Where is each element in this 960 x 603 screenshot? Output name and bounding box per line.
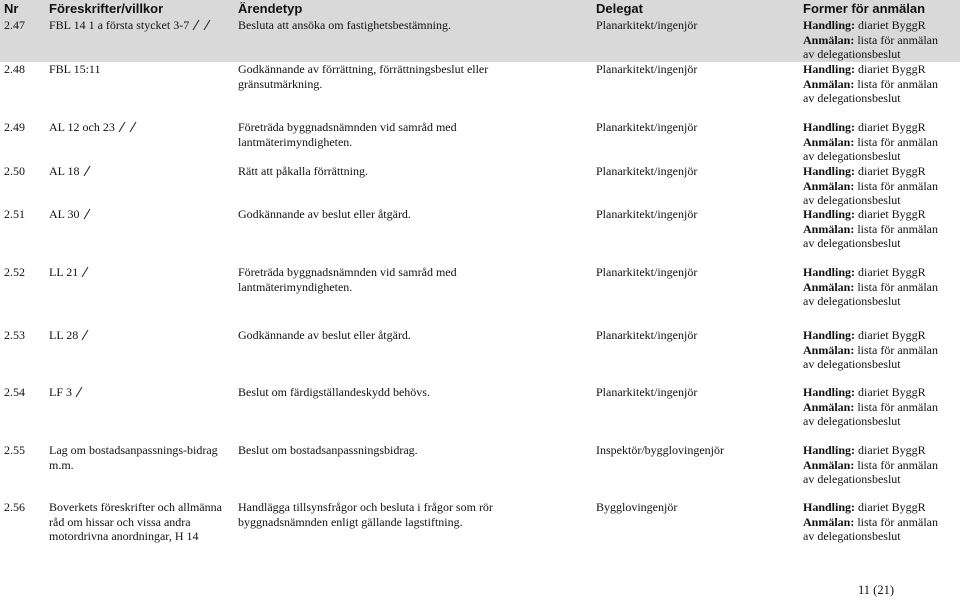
row-case-type: Godkännande av beslut eller åtgärd. (238, 328, 411, 342)
delegation-note: av delegationsbeslut (803, 193, 901, 207)
table-row (0, 500, 960, 560)
row-regulation (49, 385, 234, 400)
row-case-type: Företräda byggnadsnämnden vid samråd med lantmäterimyndigheten. (238, 265, 457, 294)
handling-label: Handling: (803, 385, 856, 399)
row-case-type: Beslut om bostadsanpassningsbidrag. (238, 443, 418, 457)
anmalan-value: lista för anmälan (857, 32, 938, 47)
anmalan-value: lista för anmälan (857, 178, 938, 193)
header-nr: Nr (4, 1, 19, 16)
delegation-note: av delegationsbeslut (803, 149, 901, 163)
row-form (803, 500, 960, 544)
handling-value: diariet ByggR (858, 385, 926, 399)
row-number: 2.53 (4, 328, 25, 342)
row-case-type: Beslut om färdigställandeskydd behövs. (238, 385, 430, 399)
delegation-note: av delegationsbeslut (803, 357, 901, 371)
row-form (803, 18, 960, 62)
handling-value: diariet ByggR (858, 62, 926, 76)
row-form (803, 328, 960, 372)
row-delegate: Planarkitekt/ingenjör (596, 385, 698, 399)
row-regulation (49, 265, 234, 280)
section-mark-icon (192, 19, 200, 31)
delegation-note: av delegationsbeslut (803, 472, 901, 486)
handling-label: Handling: (803, 62, 856, 76)
section-mark-icon (83, 208, 91, 220)
anmalan-label: Anmälan: (803, 221, 855, 236)
row-form (803, 443, 960, 487)
row-delegate: Bygglovingenjör (596, 500, 678, 514)
regulation-text: LF 3 (49, 385, 73, 399)
row-number: 2.51 (4, 207, 25, 221)
handling-value: diariet ByggR (858, 207, 926, 221)
row-case-type: Företräda byggnadsnämnden vid samråd med lantmäterimyndigheten. (238, 120, 457, 149)
row-number: 2.48 (4, 62, 25, 76)
row-number: 2.52 (4, 265, 25, 279)
row-delegate: Planarkitekt/ingenjör (596, 328, 698, 342)
table-row (0, 328, 960, 371)
anmalan-label: Anmälan: (803, 279, 855, 294)
row-case-type: Besluta att ansöka om fastighetsbestämning. (238, 18, 451, 32)
delegation-note: av delegationsbeslut (803, 294, 901, 308)
row-case-type: Godkännande av beslut eller åtgärd. (238, 207, 411, 221)
handling-value: diariet ByggR (858, 164, 926, 178)
table-row (0, 443, 960, 486)
handling-label: Handling: (803, 500, 856, 514)
section-mark-icon (83, 165, 91, 177)
row-delegate: Planarkitekt/ingenjör (596, 120, 698, 134)
row-number: 2.47 (4, 18, 25, 32)
header-delegate: Delegat (596, 1, 643, 16)
table-row (0, 164, 960, 207)
anmalan-value: lista för anmälan (857, 134, 938, 149)
row-delegate: Planarkitekt/ingenjör (596, 18, 698, 32)
anmalan-value: lista för anmälan (857, 399, 938, 414)
handling-label: Handling: (803, 328, 856, 342)
section-mark-icon (81, 329, 89, 341)
anmalan-value: lista för anmälan (857, 457, 938, 472)
row-regulation (49, 120, 234, 135)
section-mark-icon (203, 19, 211, 31)
regulation-text: AL 18 (49, 164, 80, 178)
anmalan-label: Anmälan: (803, 134, 855, 149)
handling-label: Handling: (803, 443, 856, 457)
section-mark-icon (129, 121, 137, 133)
delegation-note: av delegationsbeslut (803, 236, 901, 250)
row-regulation (49, 207, 234, 222)
table-row (0, 207, 960, 250)
anmalan-label: Anmälan: (803, 178, 855, 193)
row-number: 2.50 (4, 164, 25, 178)
handling-label: Handling: (803, 207, 856, 221)
row-delegate: Planarkitekt/ingenjör (596, 62, 698, 76)
anmalan-label: Anmälan: (803, 457, 855, 472)
handling-label: Handling: (803, 120, 856, 134)
anmalan-label: Anmälan: (803, 76, 855, 91)
anmalan-value: lista för anmälan (857, 76, 938, 91)
anmalan-value: lista för anmälan (857, 342, 938, 357)
table-row (0, 62, 960, 105)
row-number: 2.56 (4, 500, 25, 514)
section-mark-icon (75, 386, 83, 398)
row-number: 2.55 (4, 443, 25, 457)
anmalan-label: Anmälan: (803, 342, 855, 357)
row-case-type: Handlägga tillsynsfrågor och besluta i frågor som rör byggnadsnämnden enligt gällande lagstiftning. (238, 500, 493, 529)
handling-value: diariet ByggR (858, 18, 926, 32)
row-form (803, 385, 960, 429)
handling-label: Handling: (803, 18, 856, 32)
handling-label: Handling: (803, 265, 856, 279)
delegation-note: av delegationsbeslut (803, 529, 901, 543)
regulation-text: AL 30 (49, 207, 80, 221)
row-form (803, 62, 960, 106)
table-header (0, 0, 960, 18)
header-form: Former för anmälan (803, 1, 926, 16)
row-form (803, 164, 960, 208)
handling-value: diariet ByggR (858, 120, 926, 134)
regulation-text: Boverkets föreskrifter och allmänna råd om hissar och vissa andra motordrivna anordningar, H 14 (49, 500, 222, 543)
row-regulation (49, 18, 234, 33)
handling-label: Handling: (803, 164, 856, 178)
regulation-text: FBL 14 1 a första stycket 3-7 (49, 18, 190, 32)
row-case-type: Rätt att påkalla förrättning. (238, 164, 368, 178)
row-regulation (49, 328, 234, 343)
row-regulation (49, 164, 234, 179)
anmalan-label: Anmälan: (803, 514, 855, 529)
row-number: 2.49 (4, 120, 25, 134)
anmalan-value: lista för anmälan (857, 221, 938, 236)
row-regulation (49, 443, 234, 472)
row-form (803, 207, 960, 251)
row-delegate: Planarkitekt/ingenjör (596, 164, 698, 178)
header-regulations: Föreskrifter/villkor (49, 1, 164, 16)
row-case-type: Godkännande av förrättning, förrättningsbeslut eller gränsutmärkning. (238, 62, 489, 91)
handling-value: diariet ByggR (858, 443, 926, 457)
table-row (0, 265, 960, 308)
page-number: 11 (21) (858, 583, 894, 597)
regulation-text: LL 21 (49, 265, 79, 279)
table-row (0, 120, 960, 163)
regulation-text: LL 28 (49, 328, 79, 342)
anmalan-label: Anmälan: (803, 32, 855, 47)
row-number: 2.54 (4, 385, 25, 399)
handling-value: diariet ByggR (858, 500, 926, 514)
regulation-text: FBL 15:11 (49, 62, 101, 76)
row-delegate: Planarkitekt/ingenjör (596, 207, 698, 221)
anmalan-value: lista för anmälan (857, 514, 938, 529)
anmalan-value: lista för anmälan (857, 279, 938, 294)
section-mark-icon (81, 266, 89, 278)
delegation-note: av delegationsbeslut (803, 91, 901, 105)
row-regulation (49, 500, 234, 544)
table-row (0, 18, 960, 62)
handling-value: diariet ByggR (858, 328, 926, 342)
row-form (803, 120, 960, 164)
regulation-text: AL 12 och 23 (49, 120, 115, 134)
row-delegate: Planarkitekt/ingenjör (596, 265, 698, 279)
header-case-type: Ärendetyp (238, 1, 303, 16)
row-form (803, 265, 960, 309)
handling-value: diariet ByggR (858, 265, 926, 279)
row-regulation (49, 62, 234, 77)
row-delegate: Inspektör/bygglovingenjör (596, 443, 724, 457)
anmalan-label: Anmälan: (803, 399, 855, 414)
delegation-note: av delegationsbeslut (803, 47, 901, 61)
table-row (0, 385, 960, 428)
regulation-text: Lag om bostadsanpassnings-bidrag m.m. (49, 443, 218, 472)
delegation-note: av delegationsbeslut (803, 414, 901, 428)
section-mark-icon (118, 121, 126, 133)
